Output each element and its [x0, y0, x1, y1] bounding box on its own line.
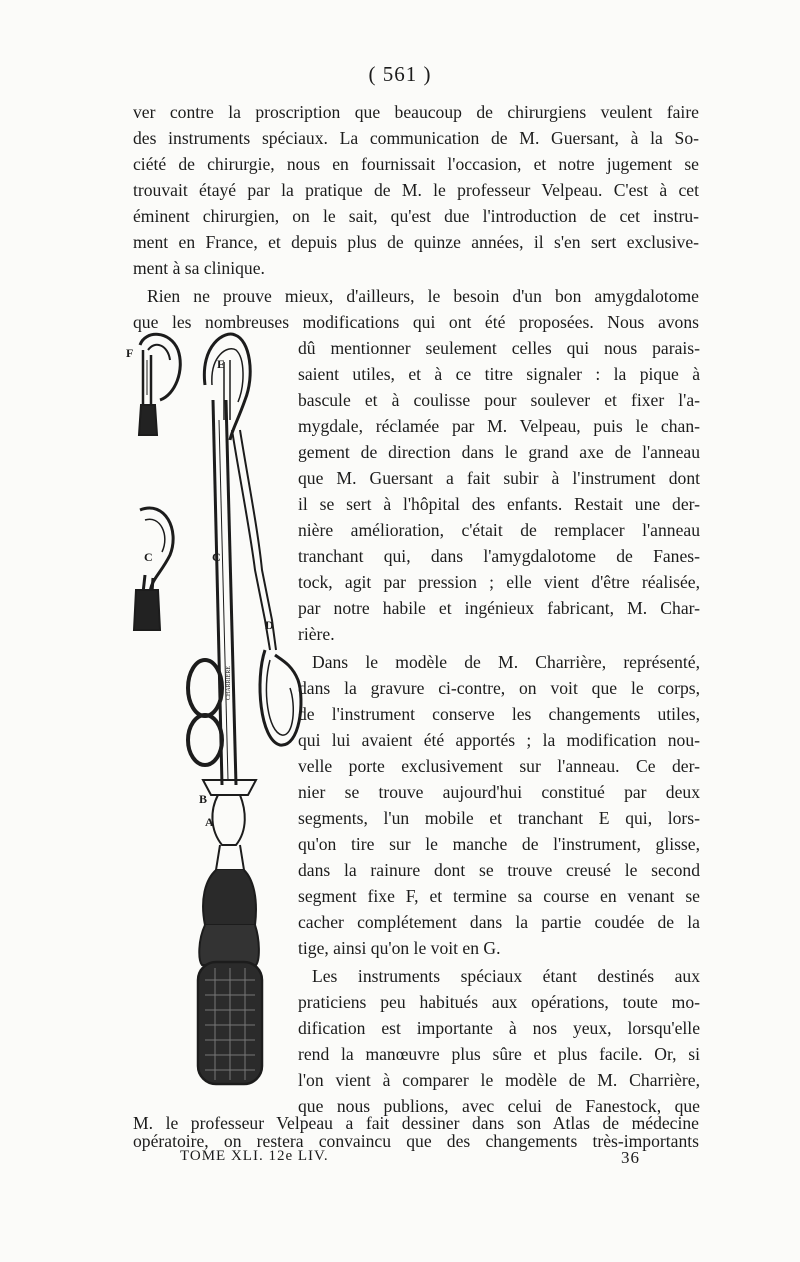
text-line: ment à sa clinique. [133, 258, 265, 278]
signature-mark: TOME XLI. 12e LIV. [180, 1148, 329, 1164]
text-line: tranchant qui, dans l'amygdalotome de Fanes- [298, 546, 700, 566]
text-line: tock, agit par pression ; elle vient d'être réalisée, [298, 572, 700, 592]
text-line: dans la gravure ci-contre, on voit que le corps, [298, 678, 700, 698]
text-line: Rien ne prouve mieux, d'ailleurs, le besoin d'un bon amygdalotome [147, 286, 699, 306]
text-line: rend la manœuvre plus sûre et plus facile. Or, si [298, 1044, 700, 1064]
text-line: rière. [298, 624, 335, 644]
text-line: que M. Guersant a fait subir à l'instrument dont [298, 468, 700, 488]
text-line: mygdale, réclamée par M. Velpeau, puis le chan- [298, 416, 700, 436]
text-line: qui lui avaient été apportés ; la modification nou- [298, 730, 700, 750]
text-line: nière amélioration, c'était de remplacer l'anneau [298, 520, 700, 540]
text-line: M. le professeur Velpeau a fait dessiner dans son Atlas de médecine [133, 1113, 699, 1133]
page-number: ( 561 ) [368, 62, 432, 86]
text-line: dans la rainure dont se trouve creusé le second [298, 860, 700, 880]
text-line: cacher complétement dans la partie coudée de la [298, 912, 700, 932]
figure-label-f: F [126, 346, 134, 360]
text-line: qu'on tire sur le manche de l'instrument, glisse, [298, 834, 700, 854]
sheet-number: 36 [621, 1148, 640, 1167]
text-line: par notre habile et ingénieux fabricant, M. Char- [298, 598, 700, 618]
text-line: éminent chirurgien, on le sait, qu'est due l'introduction de cet instru- [133, 206, 699, 226]
engraved-maker-mark: CHARRIERE [226, 665, 232, 700]
figure-label-a: A [205, 815, 214, 829]
text-line: nier se trouve aujourd'hui constitué par deux [298, 782, 700, 802]
figure-label-d: D [265, 618, 274, 632]
main-instrument-drawing [188, 334, 301, 1084]
text-line: l'on vient à comparer le modèle de M. Charrière, [298, 1070, 700, 1090]
text-line: que nous publions, avec celui de Fanestock, que [298, 1096, 700, 1116]
text-line: que les nombreuses modifications qui ont été proposées. Nous avons [133, 312, 699, 332]
figure-label-c-left: C [144, 550, 153, 564]
detail-c-drawing [134, 508, 173, 630]
figure-label-e: E [217, 357, 226, 371]
text-line: de l'instrument conserve les changements utiles, [298, 704, 700, 724]
text-line: il se sert à l'hôpital des enfants. Restait une der- [298, 494, 700, 514]
text-line: tige, ainsi qu'on le voit en G. [298, 938, 501, 958]
text-line: ciété de chirurgie, nous en fournissait l'occasion, et notre jugement se [133, 154, 699, 174]
text-line: gement de direction dans le grand axe de l'anneau [298, 442, 700, 462]
text-line: segments, l'un mobile et tranchant E qui, lors- [298, 808, 700, 828]
text-line: dû mentionner seulement celles qui nous parais- [298, 338, 700, 358]
text-line: trouvait étayé par la pratique de M. le professeur Velpeau. C'est à cet [133, 180, 699, 200]
text-line: segment fixe F, et termine sa course en venant se [298, 886, 700, 906]
detail-f-drawing [139, 334, 180, 435]
text-line: des instruments spéciaux. La communication de M. Guersant, à la So- [133, 128, 699, 148]
text-line: dification est importante à nos yeux, lorsqu'elle [298, 1018, 700, 1038]
text-line: ver contre la proscription que beaucoup de chirurgiens veulent faire [133, 102, 699, 122]
text-line: ment en France, et depuis plus de quinze années, il s'en sert exclusive- [133, 232, 699, 252]
text-line: Dans le modèle de M. Charrière, représenté, [312, 652, 700, 672]
text-line: opératoire, on restera convaincu que des changements très-importants [133, 1131, 699, 1151]
text-line: praticiens peu habitués aux opérations, toute mo- [298, 992, 700, 1012]
text-line: bascule et à coulisse pour soulever et fixer l'a- [298, 390, 700, 410]
text-line: Les instruments spéciaux étant destinés aux [312, 966, 700, 986]
text-line: velle porte exclusivement sur l'anneau. Ce der- [298, 756, 700, 776]
text-line: saient utiles, et à ce titre signaler : la pique à [298, 364, 700, 384]
figure-label-c-right: C [212, 550, 221, 564]
figure-label-b: B [199, 792, 208, 806]
